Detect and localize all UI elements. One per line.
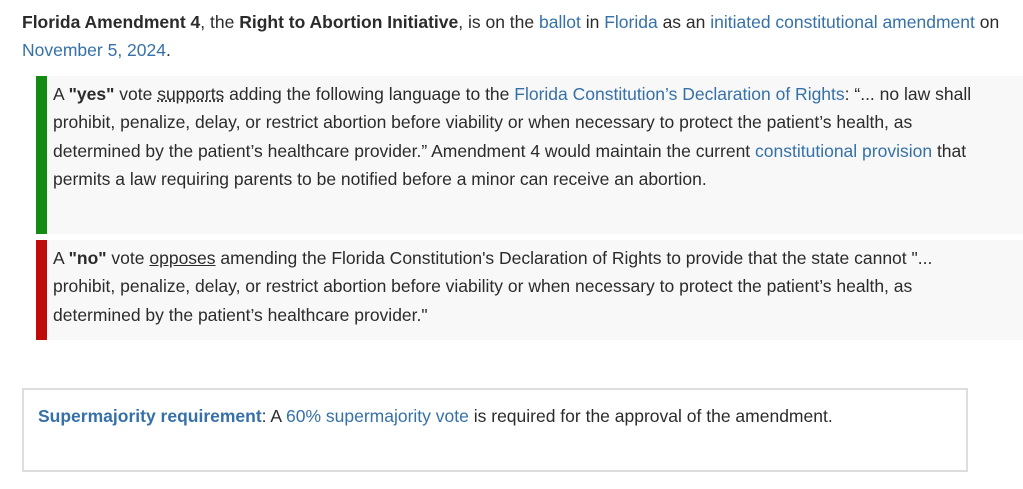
florida-link[interactable]: Florida (604, 12, 658, 32)
intro-text: on (974, 12, 1000, 32)
supermajority-text: is required for the approval of the amendment. (468, 406, 833, 426)
no-vote-box (36, 240, 1023, 340)
yes-vote-box (36, 76, 1023, 234)
yes-vote-word: "yes" (68, 84, 115, 104)
election-date-link[interactable]: November 5, 2024 (22, 40, 166, 60)
yes-color-bar (36, 76, 47, 234)
yes-text: : “... no law shall prohibit, penalize, delay, or restrict abortion before viability or when necessary to protect the patient’s health, as determined by the patient’s healthcare provider.” Amendment 4 would maintain the current (53, 84, 972, 161)
ballot-link[interactable]: ballot (539, 12, 581, 32)
initiated-amendment-link[interactable]: initiated constitutional amendment (710, 12, 975, 32)
opposes-tooltip[interactable]: opposes (149, 248, 216, 268)
no-text: A (53, 248, 69, 268)
supermajority-text: : A (261, 406, 286, 426)
supermajority-label: Supermajority requirement (38, 406, 262, 426)
constitutional-provision-link[interactable]: constitutional provision (755, 140, 933, 161)
supports-tooltip[interactable]: supports (157, 84, 225, 104)
intro-text: , the (200, 12, 240, 32)
supermajority-box (22, 388, 968, 472)
no-vote-word: "no" (68, 248, 107, 268)
initiative-name: Right to Abortion Initiative (239, 12, 459, 32)
yes-text: vote (114, 84, 158, 104)
intro-text: , is on the (458, 12, 539, 32)
intro-text: as an (657, 12, 711, 32)
yes-text: adding the following language to the (224, 84, 515, 104)
intro-text: . (165, 40, 171, 60)
yes-vote-text (36, 76, 1023, 199)
intro-text: in (580, 12, 605, 32)
no-text: amending the Florida Constitution's Declaration of Rights to provide that the state cannot "... prohibit, penalize, delay, or restrict abortion before viability or when necessary to protect the patient’s health, as determined by the patient’s healthcare provider." (53, 248, 933, 325)
no-text: vote (106, 248, 150, 268)
yes-text: that permits a law requiring parents to be notified before a minor can receive an abortion. (53, 140, 967, 189)
intro-paragraph (22, 8, 1017, 64)
declaration-of-rights-link[interactable]: Florida Constitution’s Declaration of Rights (514, 84, 845, 104)
no-color-bar (36, 240, 47, 340)
yes-text: A (53, 84, 69, 104)
supermajority-vote-link[interactable]: 60% supermajority vote (286, 406, 469, 426)
measure-name: Florida Amendment 4 (22, 12, 201, 32)
no-vote-text (36, 240, 1023, 335)
